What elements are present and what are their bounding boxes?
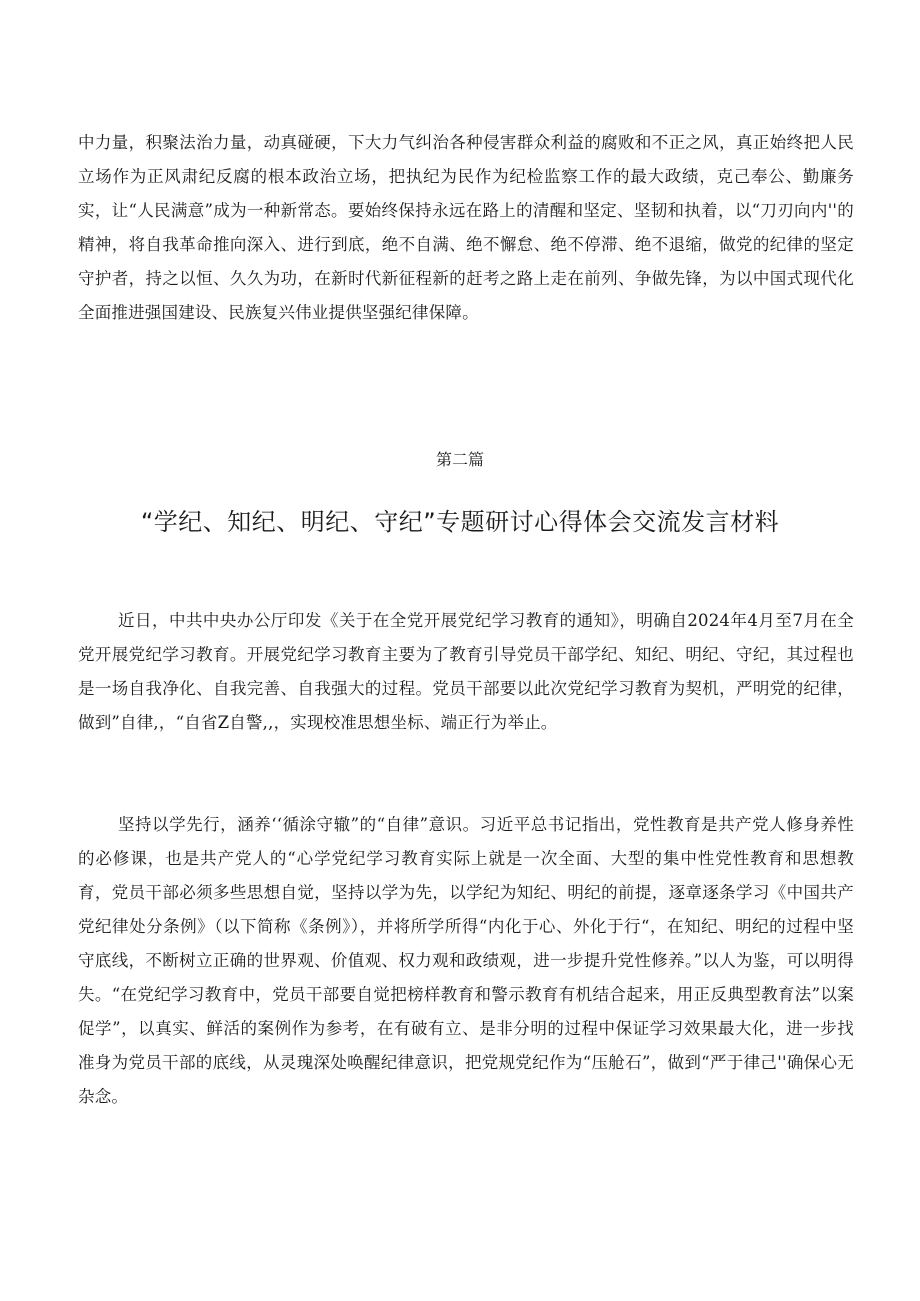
paragraph-continuation: 中力量，积聚法治力量，动真碰硬，下大力气纠治各种侵害群众利益的腐败和不正之风，真正始终把人民立场作为正风肃纪反腐的根本政治立场，把执纪为民作为纪检监察工作的最大政绩，克己奉公、勤廉务实，让“人民满意”成为一种新常态。要始终保持永远在路上的清醒和坚定、坚韧和执着，以“刀刃向内''的精神，将自我革命推向深入、进行到底，绝不自满、绝不懈怠、绝不停滞、绝不退缩，做党的纪律的坚定守护者，持之以恒、久久为功，在新时代新征程新的赶考之路上走在前列、争做先锋，为以中国式现代化全面推进强国建设、民族复兴伟业提供坚强纪律保障。 — [78, 133, 854, 322]
document-title: “学纪、知纪、明纪、守纪”专题研讨心得体会交流发言材料 — [140, 508, 780, 536]
section-label: 第二篇 — [435, 450, 484, 469]
paragraph-study: 坚持以学先行，涵养‘‘循涂守辙”的“自律”意识。习近平总书记指出，党性教育是共产党人修身养性的必修课，也是共产党人的“心学党纪学习教育实际上就是一次全面、大型的集中性党性教育和思想教育，党员干部必须多些思想自觉，坚持以学为先，以学纪为知纪、明纪的前提，逐章逐条学习《中国共产党纪律处分条例》（以下简称《条例》），并将所学所得“内化于心、外化于行“，在知纪、明纪的过程中坚守底线，不断树立正确的世界观、价值观、权力观和政绩观，进一步提升党性修养。”以人为鉴，可以明得失。“在党纪学习教育中，党员干部要自觉把榜样教育和警示教育有机结合起来，用正反典型教育法”以案促学”，以真实、鲜活的案例作为参考，在有破有立、是非分明的过程中保证学习效果最大化，进一步找准身为党员干部的底线，从灵瑰深处唤醒纪律意识，把党规党纪作为“压舱石”，做到“严于律己''确保心无杂念。 — [78, 815, 854, 1106]
paragraph-intro: 近日，中共中央办公厅印发《关于在全党开展党纪学习教育的通知》，明确自2024年4月至7月在全党开展党纪学习教育。开展党纪学习教育主要为了教育引导党员干部学纪、知纪、明纪、守纪，其过程也是一场自我净化、自我完善、自我强大的过程。党员干部要以此次党纪学习教育为契机，严明党的纪律，做到”自律,，“自省Z自警,,，实现校准思想坐标、端正行为举止。 — [78, 611, 854, 732]
